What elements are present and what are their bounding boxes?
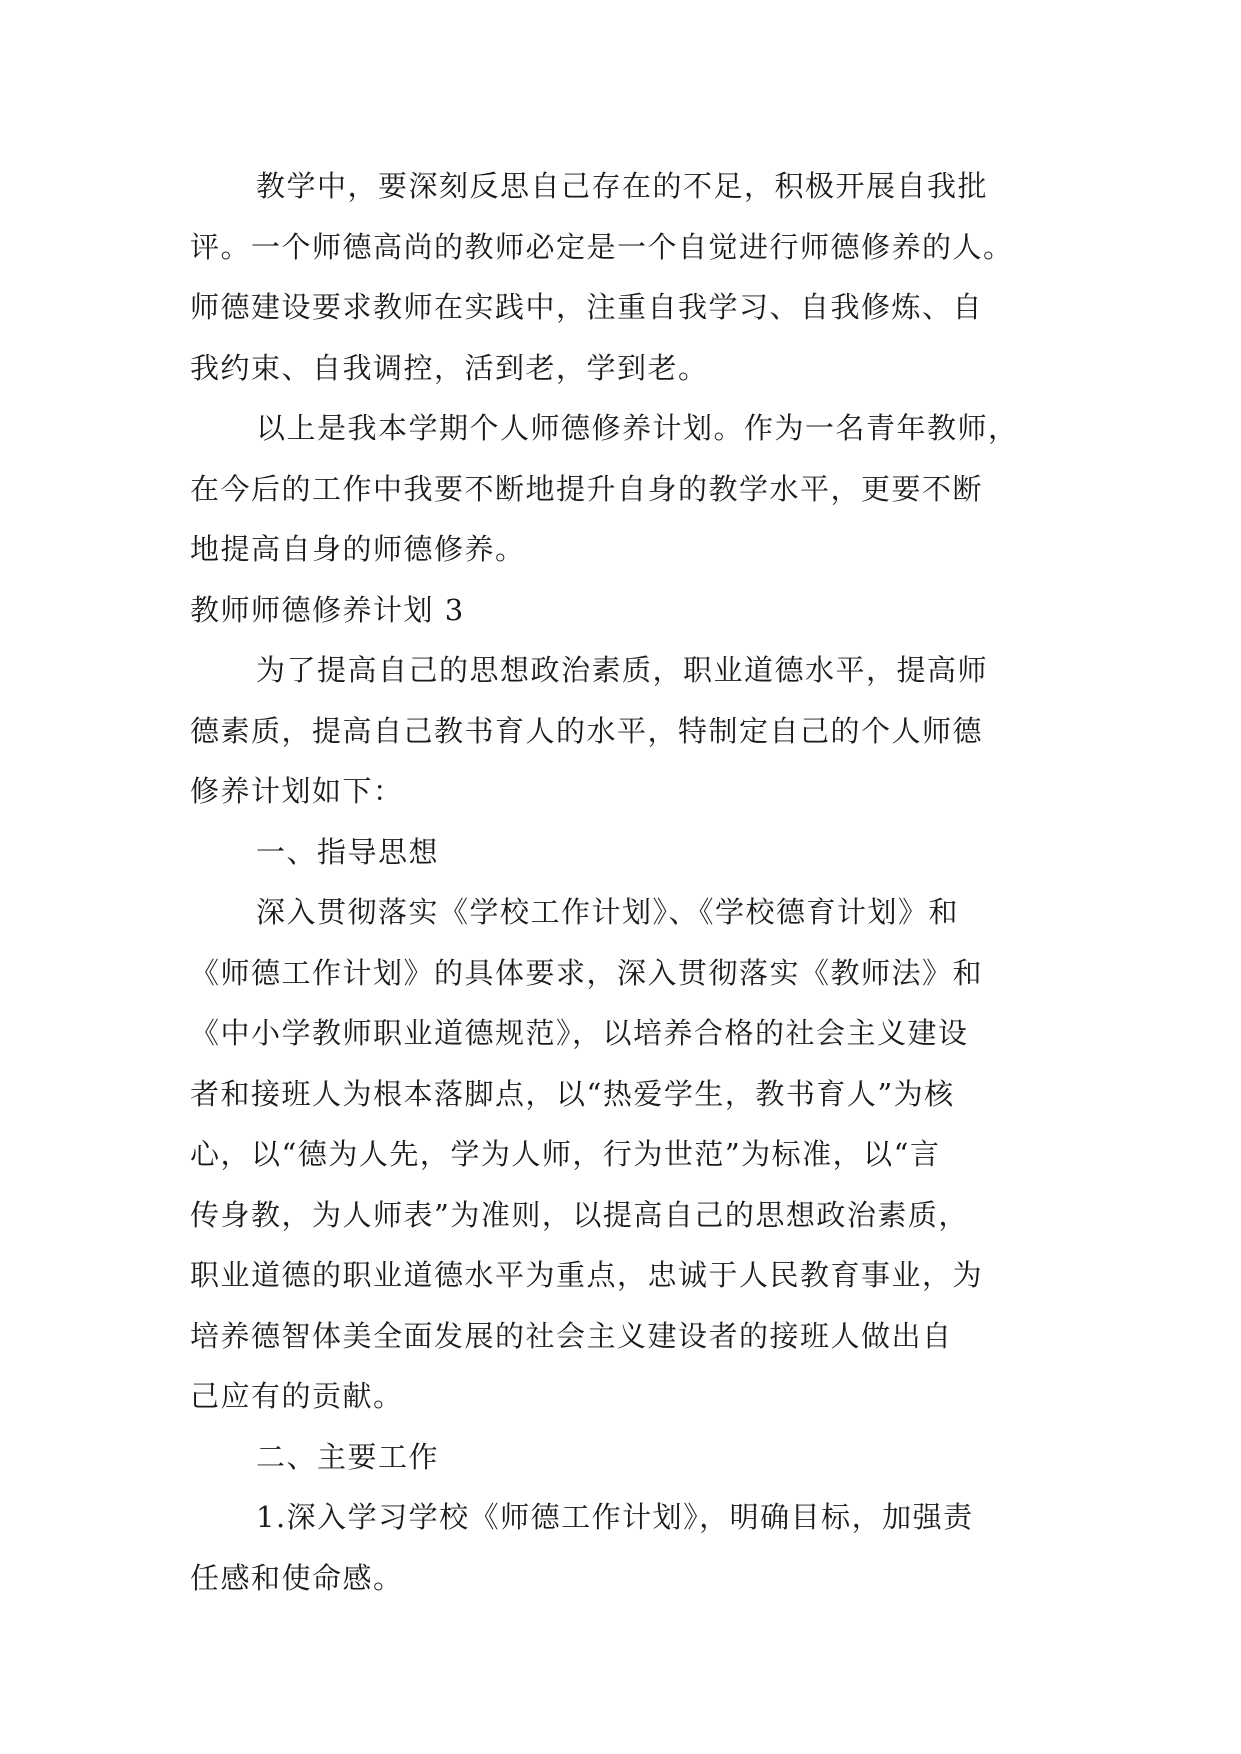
paragraph-line: 为了提高自己的思想政治素质，职业道德水平，提高师 (256, 653, 989, 687)
subsection-heading: 二、主要工作 (256, 1439, 440, 1474)
paragraph-line: 己应有的贡献。 (190, 1379, 404, 1413)
paragraph-line: 传身教，为人师表”为准则，以提高自己的思想政治素质， (190, 1197, 969, 1232)
list-item: 1.深入学习学校《师德工作计划》，明确目标，加强责 (256, 1500, 974, 1534)
paragraph-line: 德素质，提高自己教书育人的水平，特制定自己的个人师德 (190, 713, 984, 748)
paragraph-line: 者和接班人为根本落脚点，以“热爱学生，教书育人”为核 (190, 1076, 955, 1111)
paragraph-line: 我约束、自我调控，活到老，学到老。 (190, 350, 709, 385)
paragraph-line: 师德建设要求教师在实践中，注重自我学习、自我修炼、自 (190, 290, 984, 324)
paragraph-line: 评。一个师德高尚的教师必定是一个自觉进行师德修养的人。 (190, 229, 1014, 264)
paragraph-line: 在今后的工作中我要不断地提升自身的教学水平，更要不断 (190, 471, 984, 506)
paragraph-line: 地提高自身的师德修养。 (190, 532, 526, 566)
paragraph-line: 以上是我本学期个人师德修养计划。作为一名青年教师， (256, 411, 1019, 445)
paragraph-line: 培养德智体美全面发展的社会主义建设者的接班人做出自 (190, 1318, 953, 1353)
document-body (190, 156, 1070, 1608)
paragraph-line: 心，以“德为人先，学为人师，行为世范”为标准，以“言 (190, 1137, 941, 1171)
section-title: 教师师德修养计划 3 (190, 592, 465, 627)
subsection-heading: 一、指导思想 (256, 834, 440, 869)
paragraph-line: 深入贯彻落实《学校工作计划》、《学校德育计划》和 (256, 895, 960, 929)
paragraph-line: 教学中，要深刻反思自己存在的不足，积极开展自我批 (256, 169, 989, 203)
paragraph-line: 《中小学教师职业道德规范》，以培养合格的社会主义建设 (190, 1016, 969, 1050)
paragraph-line: 任感和使命感。 (190, 1560, 404, 1595)
paragraph-line: 《师德工作计划》的具体要求，深入贯彻落实《教师法》和 (190, 955, 984, 990)
paragraph-line: 职业道德的职业道德水平为重点，忠诚于人民教育事业，为 (190, 1258, 984, 1292)
paragraph-line: 修养计划如下： (190, 774, 404, 808)
